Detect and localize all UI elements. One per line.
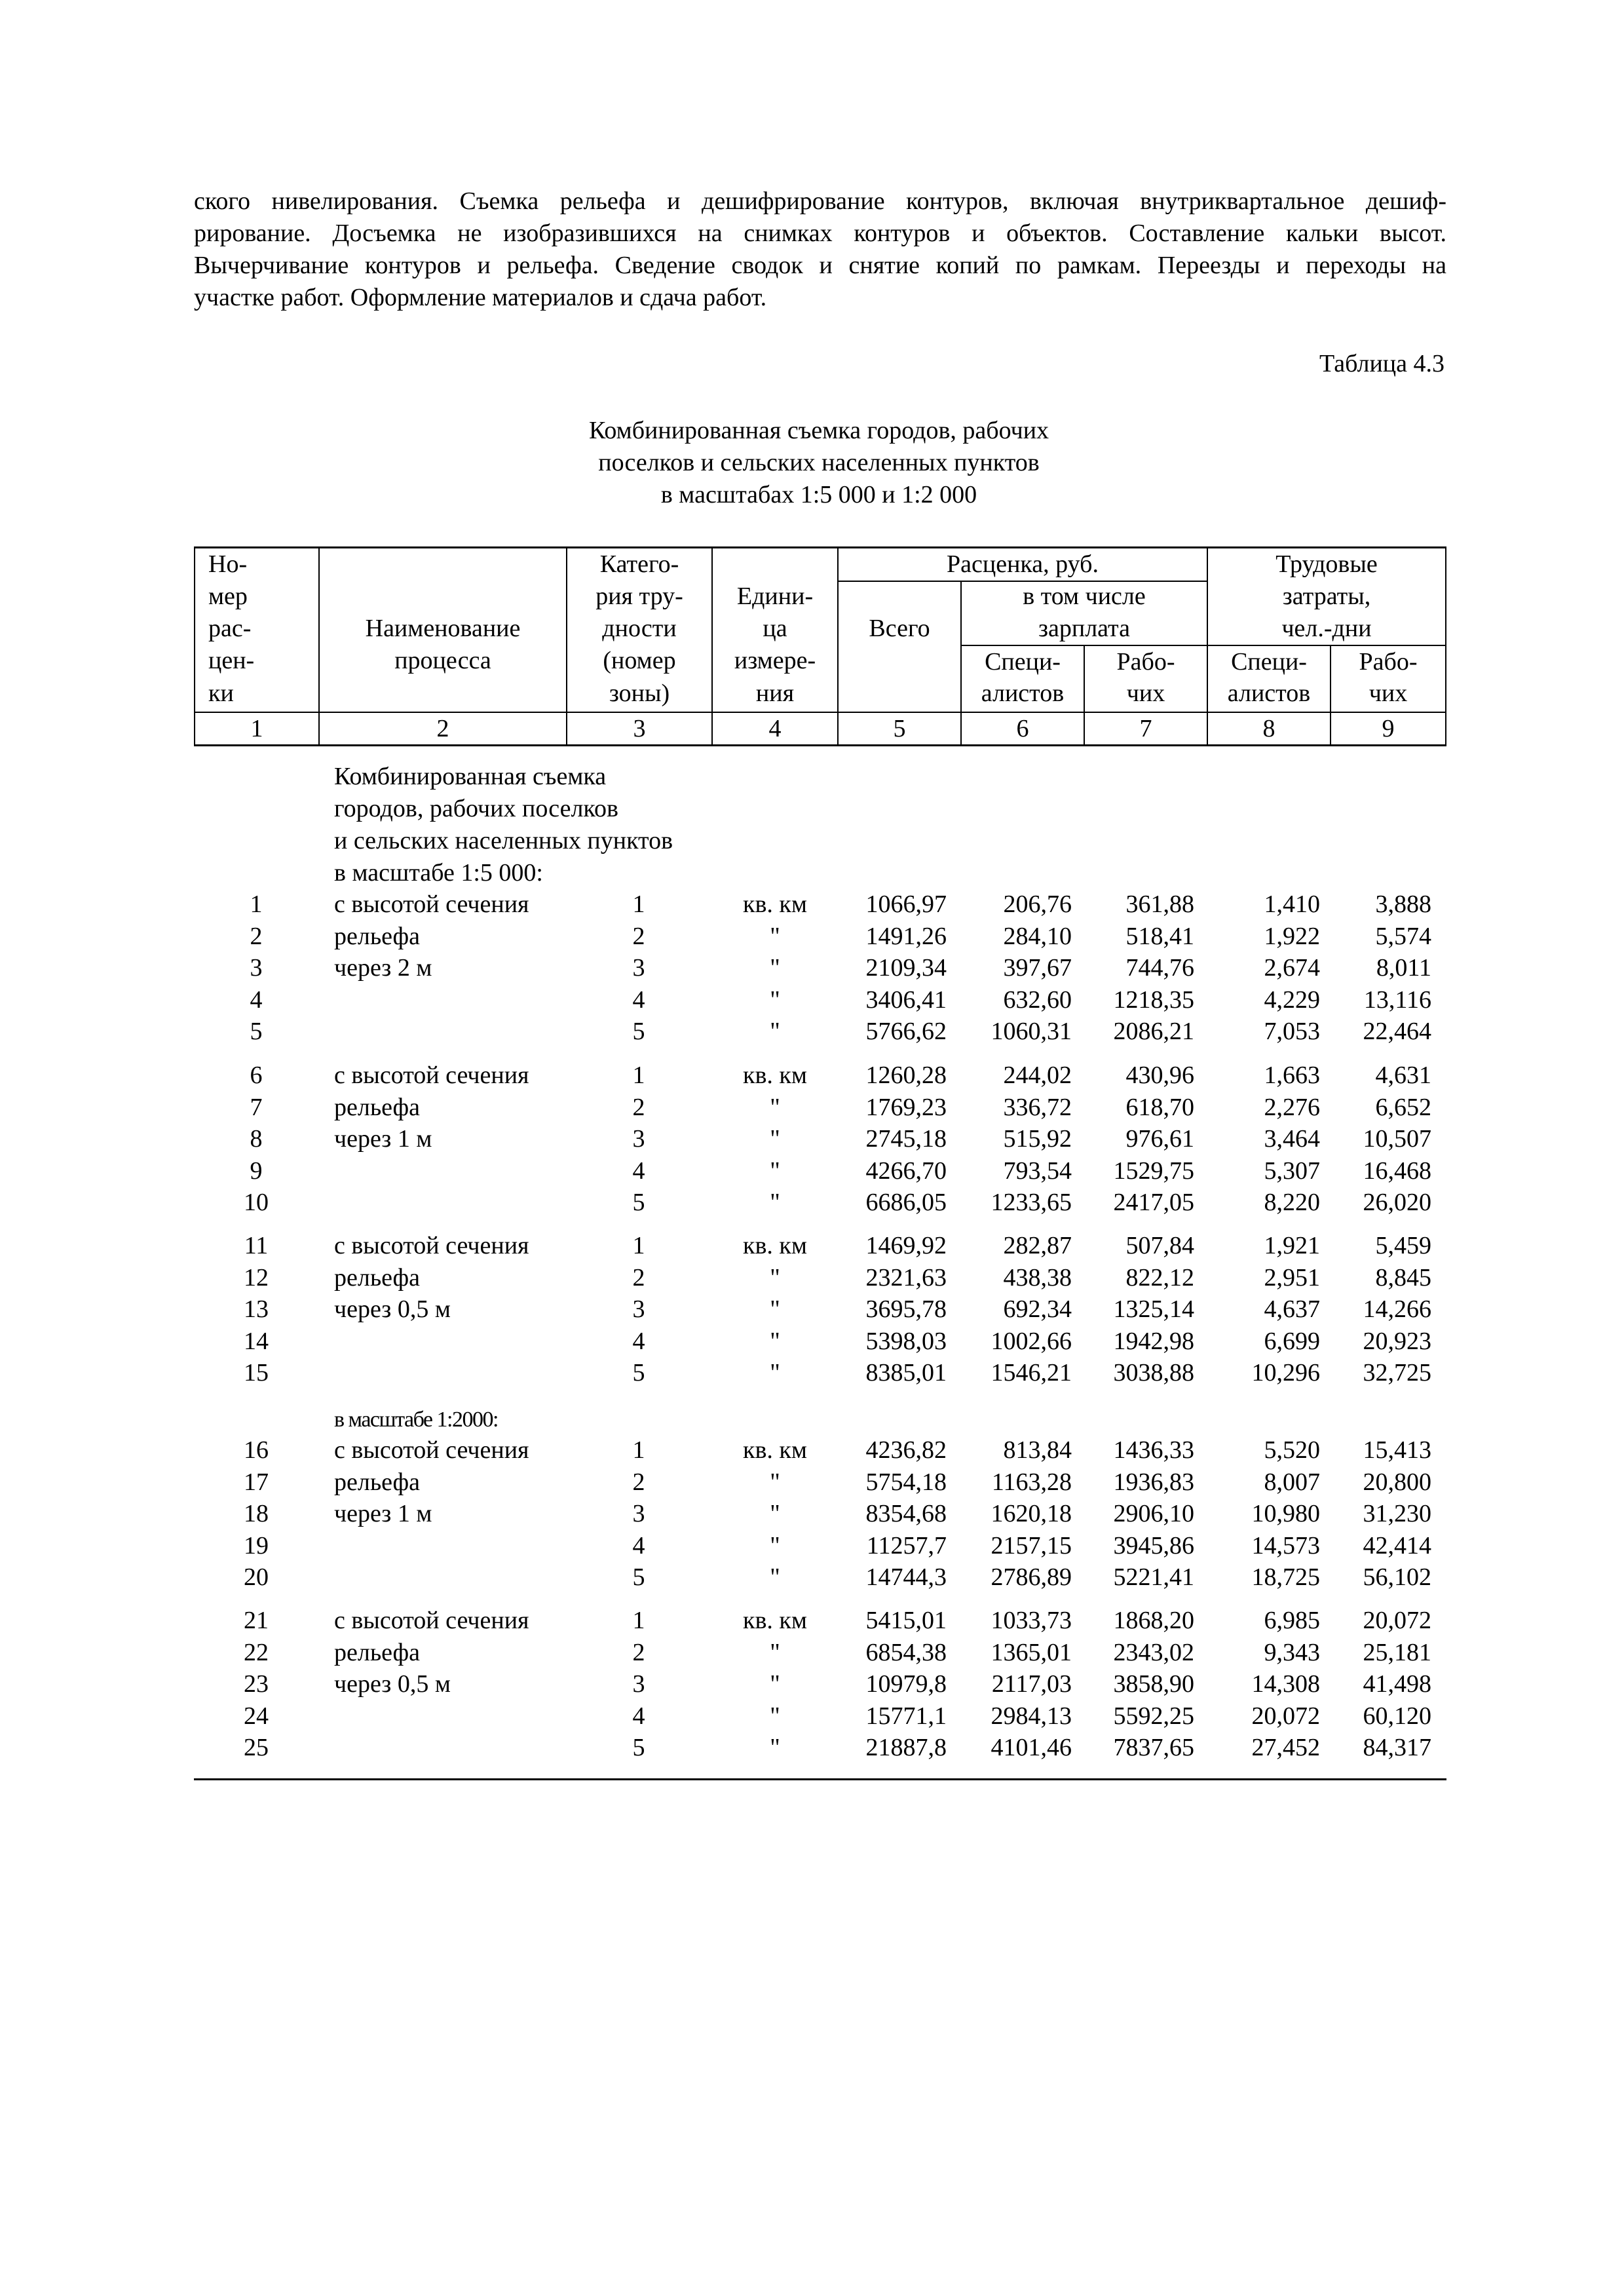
specialist-pay: 1620,18 (991, 1500, 1072, 1527)
specialist-days: 20,072 (1251, 1702, 1320, 1730)
specialist-pay: 793,54 (1003, 1157, 1072, 1185)
specialist-days: 3,464 (1264, 1125, 1320, 1153)
worker-pay: 2906,10 (1113, 1500, 1194, 1527)
zone-category: 2 (632, 922, 645, 950)
total-price: 6686,05 (865, 1189, 947, 1216)
header-col2: процесса (394, 647, 491, 674)
specialist-pay: 282,87 (1003, 1232, 1072, 1259)
specialist-pay: 1546,21 (991, 1359, 1072, 1387)
worker-pay: 1868,20 (1113, 1607, 1194, 1634)
process-name: с высотой сечения (334, 1607, 529, 1634)
worker-days: 5,574 (1375, 922, 1431, 950)
total-price: 1769,23 (865, 1093, 947, 1121)
specialist-days: 2,951 (1264, 1263, 1320, 1292)
specialist-pay: 1233,65 (991, 1189, 1072, 1216)
worker-days: 42,414 (1363, 1531, 1431, 1559)
rule (566, 546, 567, 746)
group-heading: Комбинированная съемка (334, 763, 607, 790)
worker-days: 3,888 (1375, 890, 1431, 918)
row-number: 24 (244, 1702, 269, 1730)
worker-pay: 2086,21 (1113, 1018, 1194, 1045)
worker-days: 8,011 (1376, 954, 1431, 982)
unit: " (770, 1295, 780, 1323)
unit: " (770, 1157, 780, 1185)
specialist-days: 1,663 (1264, 1062, 1320, 1089)
unit: " (770, 1468, 780, 1496)
unit: " (770, 1734, 780, 1761)
process-name: через 1 м (334, 1125, 432, 1153)
worker-pay: 1936,83 (1113, 1468, 1194, 1496)
zone-category: 5 (632, 1563, 645, 1591)
unit: " (770, 1638, 780, 1666)
total-price: 4236,82 (865, 1436, 947, 1464)
header-total: Всего (869, 615, 930, 642)
process-name: рельефа (334, 1468, 420, 1496)
worker-pay: 7837,65 (1113, 1734, 1194, 1761)
rule (960, 645, 1207, 646)
unit: " (770, 1670, 780, 1698)
worker-days: 15,413 (1363, 1436, 1431, 1464)
row-number: 5 (250, 1018, 263, 1045)
zone-category: 2 (632, 1638, 645, 1666)
total-price: 2321,63 (865, 1263, 947, 1292)
zone-category: 4 (632, 1327, 645, 1355)
row-number: 4 (250, 985, 263, 1014)
specialist-pay: 244,02 (1003, 1062, 1072, 1089)
header-col3: зоны) (609, 679, 670, 707)
worker-pay: 1325,14 (1113, 1295, 1194, 1323)
rule (711, 546, 713, 746)
rule (1207, 546, 1208, 746)
specialist-pay: 2117,03 (991, 1670, 1072, 1698)
table-bottom-rule (194, 1778, 1446, 1780)
col-number: 3 (633, 715, 646, 742)
header-col1: ки (208, 679, 234, 707)
zone-category: 5 (632, 1018, 645, 1045)
specialist-days: 10,980 (1251, 1500, 1320, 1527)
total-price: 1260,28 (865, 1062, 947, 1089)
zone-category: 1 (632, 1607, 645, 1634)
specialist-days: 1,410 (1264, 890, 1320, 918)
rule (960, 581, 962, 746)
process-name: с высотой сечения (334, 890, 529, 918)
worker-pay: 618,70 (1125, 1093, 1194, 1121)
header-work: чих (1126, 679, 1165, 707)
header-lspec: алистов (1227, 679, 1311, 707)
zone-category: 1 (632, 890, 645, 918)
intro-line: ского нивелирования. Съемка рельефа и дешифрирование контуров, включая внутриквартальное дешиф- (194, 187, 1446, 215)
specialist-days: 4,229 (1264, 985, 1320, 1014)
process-name: с высотой сечения (334, 1232, 529, 1259)
specialist-days: 9,343 (1264, 1638, 1320, 1666)
unit: " (770, 1263, 780, 1292)
row-number: 17 (244, 1468, 269, 1496)
total-price: 21887,8 (865, 1734, 947, 1761)
specialist-pay: 515,92 (1003, 1125, 1072, 1153)
worker-days: 5,459 (1375, 1232, 1431, 1259)
total-price: 5766,62 (865, 1018, 947, 1045)
unit: " (770, 1093, 780, 1121)
specialist-pay: 632,60 (1003, 985, 1072, 1014)
rule (194, 546, 195, 746)
zone-category: 4 (632, 1531, 645, 1559)
header-labor: чел.-дни (1281, 615, 1372, 642)
header-incl: в том числе (1023, 583, 1146, 610)
rule (837, 546, 839, 746)
header-work: Рабо- (1116, 648, 1175, 676)
unit: кв. км (743, 1607, 807, 1634)
rule (837, 581, 1207, 582)
group-heading: и сельских населенных пунктов (334, 827, 673, 854)
specialist-pay: 1060,31 (991, 1018, 1072, 1045)
specialist-pay: 1002,66 (991, 1327, 1072, 1355)
specialist-days: 18,725 (1251, 1563, 1320, 1591)
table-label: Таблица 4.3 (1319, 350, 1445, 377)
total-price: 14744,3 (865, 1563, 947, 1591)
total-price: 5398,03 (865, 1327, 947, 1355)
zone-category: 1 (632, 1436, 645, 1464)
rule (1084, 645, 1085, 746)
worker-pay: 1942,98 (1113, 1327, 1194, 1355)
header-lwork: Рабо- (1359, 648, 1418, 676)
worker-pay: 3038,88 (1113, 1359, 1194, 1387)
total-price: 5754,18 (865, 1468, 947, 1496)
worker-days: 20,800 (1363, 1468, 1431, 1496)
title-line: поселков и сельских населенных пунктов (598, 449, 1040, 476)
specialist-pay: 692,34 (1003, 1295, 1072, 1323)
intro-paragraph (194, 185, 1446, 314)
specialist-days: 2,276 (1264, 1093, 1320, 1121)
rule (194, 712, 1446, 713)
process-name: через 1 м (334, 1500, 432, 1527)
worker-pay: 518,41 (1125, 922, 1194, 950)
worker-days: 22,464 (1363, 1018, 1431, 1045)
process-name: рельефа (334, 1263, 420, 1292)
header-col4: Едини- (736, 583, 814, 610)
specialist-pay: 397,67 (1003, 954, 1072, 982)
col-number: 6 (1016, 715, 1029, 742)
unit: " (770, 1359, 780, 1387)
header-col1: Но- (208, 550, 248, 578)
unit: " (770, 1531, 780, 1559)
total-price: 6854,38 (865, 1638, 947, 1666)
worker-days: 10,507 (1363, 1125, 1431, 1153)
total-price: 4266,70 (865, 1157, 947, 1185)
worker-days: 26,020 (1363, 1189, 1431, 1216)
specialist-pay: 1163,28 (991, 1468, 1072, 1496)
specialist-days: 6,985 (1264, 1607, 1320, 1634)
worker-pay: 361,88 (1125, 890, 1194, 918)
unit: " (770, 1018, 780, 1045)
header-col4: ния (755, 679, 795, 707)
header-col3: рия тру- (595, 583, 683, 610)
row-number: 25 (244, 1734, 269, 1761)
specialist-days: 6,699 (1264, 1327, 1320, 1355)
worker-pay: 5221,41 (1113, 1563, 1194, 1591)
group-heading: в масштабе 1:5 000: (334, 859, 543, 887)
row-number: 6 (250, 1062, 263, 1089)
zone-category: 1 (632, 1232, 645, 1259)
group-heading: в масштабе 1:2000: (334, 1407, 498, 1432)
worker-days: 20,923 (1363, 1327, 1431, 1355)
worker-days: 60,120 (1363, 1702, 1431, 1730)
total-price: 2745,18 (865, 1125, 947, 1153)
zone-category: 1 (632, 1062, 645, 1089)
unit: " (770, 1125, 780, 1153)
row-number: 2 (250, 922, 263, 950)
header-lwork: чих (1369, 679, 1408, 707)
worker-days: 14,266 (1363, 1295, 1431, 1323)
unit: кв. км (743, 1232, 807, 1259)
header-col3: (номер (603, 647, 676, 674)
col-number: 1 (250, 715, 263, 742)
process-name: с высотой сечения (334, 1436, 529, 1464)
title-line: в масштабах 1:5 000 и 1:2 000 (660, 481, 977, 508)
row-number: 20 (244, 1563, 269, 1591)
worker-days: 56,102 (1363, 1563, 1431, 1591)
specialist-days: 5,307 (1264, 1157, 1320, 1185)
zone-category: 2 (632, 1263, 645, 1292)
unit: " (770, 1189, 780, 1216)
rule (194, 546, 1446, 548)
unit: " (770, 1702, 780, 1730)
header-labor: затраты, (1282, 583, 1371, 610)
unit: " (770, 922, 780, 950)
process-name: с высотой сечения (334, 1062, 529, 1089)
total-price: 8354,68 (865, 1500, 947, 1527)
row-number: 16 (244, 1436, 269, 1464)
header-col1: мер (208, 583, 248, 610)
total-price: 1491,26 (865, 922, 947, 950)
worker-pay: 1218,35 (1113, 985, 1194, 1014)
worker-pay: 2417,05 (1113, 1189, 1194, 1216)
col-number: 9 (1382, 715, 1395, 742)
zone-category: 5 (632, 1359, 645, 1387)
row-number: 14 (244, 1327, 269, 1355)
total-price: 2109,34 (865, 954, 947, 982)
worker-pay: 2343,02 (1113, 1638, 1194, 1666)
col-number: 4 (768, 715, 782, 742)
total-price: 15771,1 (865, 1702, 947, 1730)
specialist-pay: 438,38 (1003, 1263, 1072, 1292)
group-heading: городов, рабочих поселков (334, 795, 618, 822)
worker-days: 4,631 (1375, 1062, 1431, 1089)
intro-line: Вычерчивание контуров и рельефа. Сведение сводок и снятие копий по рамкам. Переезды и переходы на (194, 252, 1446, 279)
unit: " (770, 954, 780, 982)
worker-days: 6,652 (1375, 1093, 1431, 1121)
specialist-pay: 206,76 (1003, 890, 1072, 918)
process-name: через 2 м (334, 954, 432, 982)
unit: " (770, 1563, 780, 1591)
total-price: 8385,01 (865, 1359, 947, 1387)
row-number: 7 (250, 1093, 263, 1121)
header-price: Расценка, руб. (947, 550, 1099, 578)
zone-category: 4 (632, 1702, 645, 1730)
specialist-days: 10,296 (1251, 1359, 1320, 1387)
zone-category: 3 (632, 1500, 645, 1527)
unit: кв. км (743, 1062, 807, 1089)
worker-days: 84,317 (1363, 1734, 1431, 1761)
total-price: 3695,78 (865, 1295, 947, 1323)
header-col1: рас- (208, 615, 252, 642)
zone-category: 5 (632, 1734, 645, 1761)
specialist-pay: 2984,13 (991, 1702, 1072, 1730)
row-number: 21 (244, 1607, 269, 1634)
process-name: рельефа (334, 922, 420, 950)
process-name: через 0,5 м (334, 1295, 451, 1323)
process-name: рельефа (334, 1093, 420, 1121)
rule (194, 744, 1446, 746)
specialist-pay: 2157,15 (991, 1531, 1072, 1559)
row-number: 11 (244, 1232, 269, 1259)
header-col4: ца (763, 615, 787, 642)
row-number: 23 (244, 1670, 269, 1698)
specialist-days: 4,637 (1264, 1295, 1320, 1323)
specialist-days: 8,007 (1264, 1468, 1320, 1496)
process-name: рельефа (334, 1638, 420, 1666)
row-number: 13 (244, 1295, 269, 1323)
unit: " (770, 1327, 780, 1355)
specialist-pay: 1033,73 (991, 1607, 1072, 1634)
col-number: 7 (1139, 715, 1152, 742)
specialist-pay: 2786,89 (991, 1563, 1072, 1591)
total-price: 10979,8 (865, 1670, 947, 1698)
rule (1445, 546, 1446, 746)
specialist-pay: 336,72 (1003, 1093, 1072, 1121)
header-spec: Специ- (985, 648, 1061, 676)
row-number: 19 (244, 1531, 269, 1559)
specialist-days: 27,452 (1251, 1734, 1320, 1761)
row-number: 18 (244, 1500, 269, 1527)
header-col4: измере- (734, 647, 816, 674)
row-number: 22 (244, 1638, 269, 1666)
worker-pay: 430,96 (1125, 1062, 1194, 1089)
zone-category: 2 (632, 1093, 645, 1121)
worker-pay: 1436,33 (1113, 1436, 1194, 1464)
worker-pay: 976,61 (1125, 1125, 1194, 1153)
unit: " (770, 985, 780, 1014)
title-line: Комбинированная съемка городов, рабочих (588, 417, 1049, 444)
row-number: 8 (250, 1125, 263, 1153)
worker-pay: 744,76 (1125, 954, 1194, 982)
unit: " (770, 1500, 780, 1527)
header-incl: зарплата (1038, 615, 1130, 642)
worker-days: 32,725 (1363, 1359, 1431, 1387)
zone-category: 3 (632, 954, 645, 982)
worker-pay: 3858,90 (1113, 1670, 1194, 1698)
header-col3: дности (602, 615, 677, 642)
header-col3: Катего- (599, 550, 679, 578)
col-number: 8 (1262, 715, 1275, 742)
worker-days: 20,072 (1363, 1607, 1431, 1634)
total-price: 1469,92 (865, 1232, 947, 1259)
total-price: 3406,41 (865, 985, 947, 1014)
specialist-days: 2,674 (1264, 954, 1320, 982)
total-price: 5415,01 (865, 1607, 947, 1634)
zone-category: 4 (632, 985, 645, 1014)
zone-category: 2 (632, 1468, 645, 1496)
col-number: 5 (893, 715, 906, 742)
row-number: 9 (250, 1157, 263, 1185)
intro-line: участке работ. Оформление материалов и сдача работ. (194, 284, 767, 311)
worker-days: 41,498 (1363, 1670, 1431, 1698)
col-number: 2 (436, 715, 449, 742)
zone-category: 3 (632, 1295, 645, 1323)
process-name: через 0,5 м (334, 1670, 451, 1698)
specialist-days: 1,921 (1264, 1232, 1320, 1259)
worker-days: 25,181 (1363, 1638, 1431, 1666)
specialist-days: 1,922 (1264, 922, 1320, 950)
specialist-days: 14,573 (1251, 1531, 1320, 1559)
rule (1330, 645, 1331, 746)
specialist-pay: 1365,01 (991, 1638, 1072, 1666)
row-number: 15 (244, 1359, 269, 1387)
specialist-pay: 813,84 (1003, 1436, 1072, 1464)
unit: кв. км (743, 1436, 807, 1464)
worker-days: 31,230 (1363, 1500, 1431, 1527)
total-price: 1066,97 (865, 890, 947, 918)
header-col1: цен- (208, 647, 255, 674)
worker-days: 13,116 (1363, 985, 1431, 1014)
rule (318, 546, 320, 746)
intro-line: рирование. Досъемка не изобразившихся на снимках контуров и объектов. Составление кальки высот. (194, 220, 1446, 247)
specialist-days: 14,308 (1251, 1670, 1320, 1698)
specialist-days: 8,220 (1264, 1189, 1320, 1216)
worker-days: 16,468 (1363, 1157, 1431, 1185)
worker-pay: 1529,75 (1113, 1157, 1194, 1185)
table-title (393, 415, 1245, 511)
specialist-pay: 284,10 (1003, 922, 1072, 950)
rule (1207, 645, 1446, 646)
zone-category: 3 (632, 1670, 645, 1698)
header-spec: алистов (981, 679, 1065, 707)
zone-category: 4 (632, 1157, 645, 1185)
unit: кв. км (743, 890, 807, 918)
worker-pay: 5592,25 (1113, 1702, 1194, 1730)
specialist-days: 7,053 (1264, 1018, 1320, 1045)
row-number: 10 (244, 1189, 269, 1216)
worker-pay: 822,12 (1125, 1263, 1194, 1292)
row-number: 1 (250, 890, 263, 918)
zone-category: 3 (632, 1125, 645, 1153)
specialist-pay: 4101,46 (991, 1734, 1072, 1761)
specialist-days: 5,520 (1264, 1436, 1320, 1464)
worker-pay: 507,84 (1125, 1232, 1194, 1259)
zone-category: 5 (632, 1189, 645, 1216)
worker-days: 8,845 (1375, 1263, 1431, 1292)
header-labor: Трудовые (1275, 550, 1378, 578)
total-price: 11257,7 (866, 1531, 947, 1559)
row-number: 12 (244, 1263, 269, 1292)
header-lspec: Специ- (1231, 648, 1307, 676)
header-col2: Наименование (365, 615, 521, 642)
row-number: 3 (250, 954, 263, 982)
worker-pay: 3945,86 (1113, 1531, 1194, 1559)
